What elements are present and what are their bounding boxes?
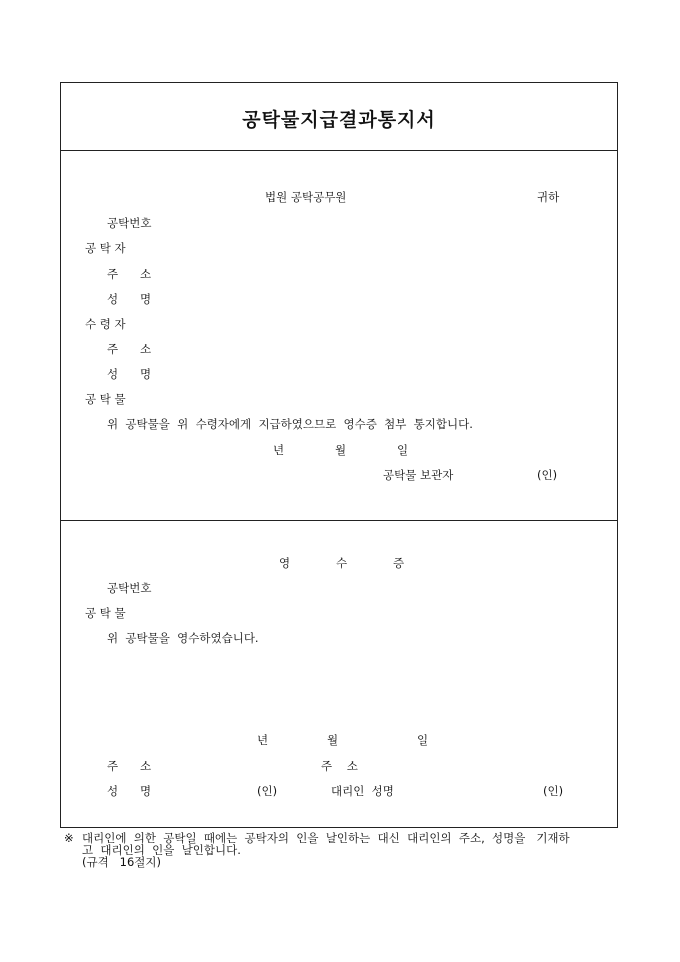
custodian-label: 공탁물 보관자 [383,468,454,482]
receipt-name-label: 성 명 [107,784,152,798]
receipt-seal: (인) [257,784,278,798]
addressee: 법원 공탁공무원 [265,190,347,204]
agent-name-label: 대리인 성명 [331,784,394,798]
section-divider [61,520,617,521]
honorific: 귀하 [537,190,560,204]
depositor-name-label: 성 명 [107,292,152,306]
depositor-address-label: 주 소 [107,267,152,281]
paper-spec: (규격 16절지) [82,855,162,869]
notice-date-year: 년 [273,443,285,457]
receipt-deposit-item-label: 공 탁 물 [85,606,126,620]
form-frame [60,82,618,828]
notice-date-day: 일 [397,443,409,457]
deposit-number-label: 공탁번호 [107,216,152,230]
receipt-date-year: 년 [257,733,269,747]
receipt-date-day: 일 [417,733,429,747]
footnote [64,832,620,868]
receipt-address-label: 주 소 [107,759,152,773]
title-divider [61,150,617,151]
reference-mark: ※ [64,831,74,845]
form-title: 공탁물지급결과통지서 [242,109,436,131]
depositor-label: 공 탁 자 [85,241,126,255]
recipient-name-label: 성 명 [107,367,152,381]
receipt-title-char-2: 수 [336,556,348,570]
receipt-deposit-number-label: 공탁번호 [107,581,152,595]
receipt-date-month: 월 [327,733,339,747]
receipt-title-char-3: 증 [393,556,405,570]
footnote-line-2: 고 대리인의 인을 날인합니다. [82,843,241,857]
recipient-address-label: 주 소 [107,342,152,356]
notice-date-month: 월 [335,443,347,457]
agent-seal: (인) [543,784,564,798]
agent-address-label: 주 소 [321,759,358,773]
notice-statement: 위 공탁물을 위 수령자에게 지급하였으므로 영수증 첨부 통지합니다. [107,417,473,431]
receipt-statement: 위 공탁물을 영수하였습니다. [107,631,259,645]
recipient-label: 수 령 자 [85,317,126,331]
receipt-title-char-1: 영 [279,556,291,570]
custodian-seal: (인) [537,468,558,482]
footnote-line-1: 대리인에 의한 공탁일 때에는 공탁자의 인을 날인하는 대신 대리인의 주소, 성명을 기재하 [82,831,570,845]
deposit-item-label: 공 탁 물 [85,392,126,406]
